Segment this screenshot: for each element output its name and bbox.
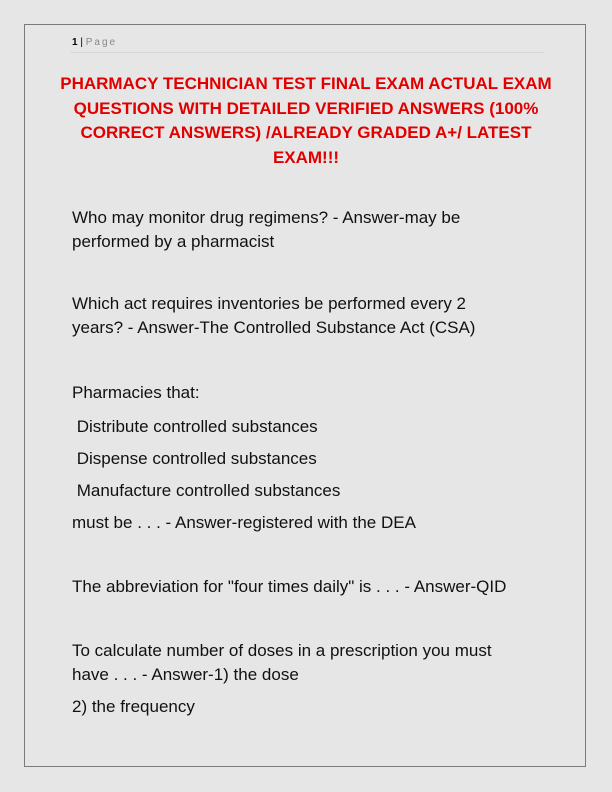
text-line: To calculate number of doses in a prescription you must bbox=[72, 641, 492, 660]
text-line: 2) the frequency bbox=[72, 697, 195, 716]
list-item: Dispense controlled substances bbox=[72, 449, 317, 468]
page-label: Page bbox=[85, 37, 118, 48]
page-header bbox=[72, 37, 117, 48]
text-line: Who may monitor drug regimens? - Answer-may be bbox=[72, 208, 461, 227]
text-line: The abbreviation for "four times daily" is . . . - Answer-QID bbox=[72, 577, 507, 596]
text-line: Pharmacies that: bbox=[72, 383, 200, 402]
document-title: PHARMACY TECHNICIAN TEST FINAL EXAM ACTUAL EXAM QUESTIONS WITH DETAILED VERIFIED ANSWERS (100% CORRECT ANSWERS) /ALREADY GRADED A+/ LATEST EXAM!!! bbox=[60, 74, 552, 167]
header-divider bbox=[70, 52, 544, 53]
list-item: Manufacture controlled substances bbox=[72, 481, 341, 500]
text-line: Which act requires inventories be performed every 2 bbox=[72, 294, 467, 313]
text-line: performed by a pharmacist bbox=[72, 232, 275, 251]
text-line: must be . . . - Answer-registered with the DEA bbox=[72, 513, 416, 532]
text-line: years? - Answer-The Controlled Substance Act (CSA) bbox=[72, 318, 476, 337]
page-number: 1 bbox=[72, 37, 78, 48]
header-separator: | bbox=[80, 37, 83, 48]
text-line: have . . . - Answer-1) the dose bbox=[72, 665, 299, 684]
list-item: Distribute controlled substances bbox=[72, 417, 318, 436]
